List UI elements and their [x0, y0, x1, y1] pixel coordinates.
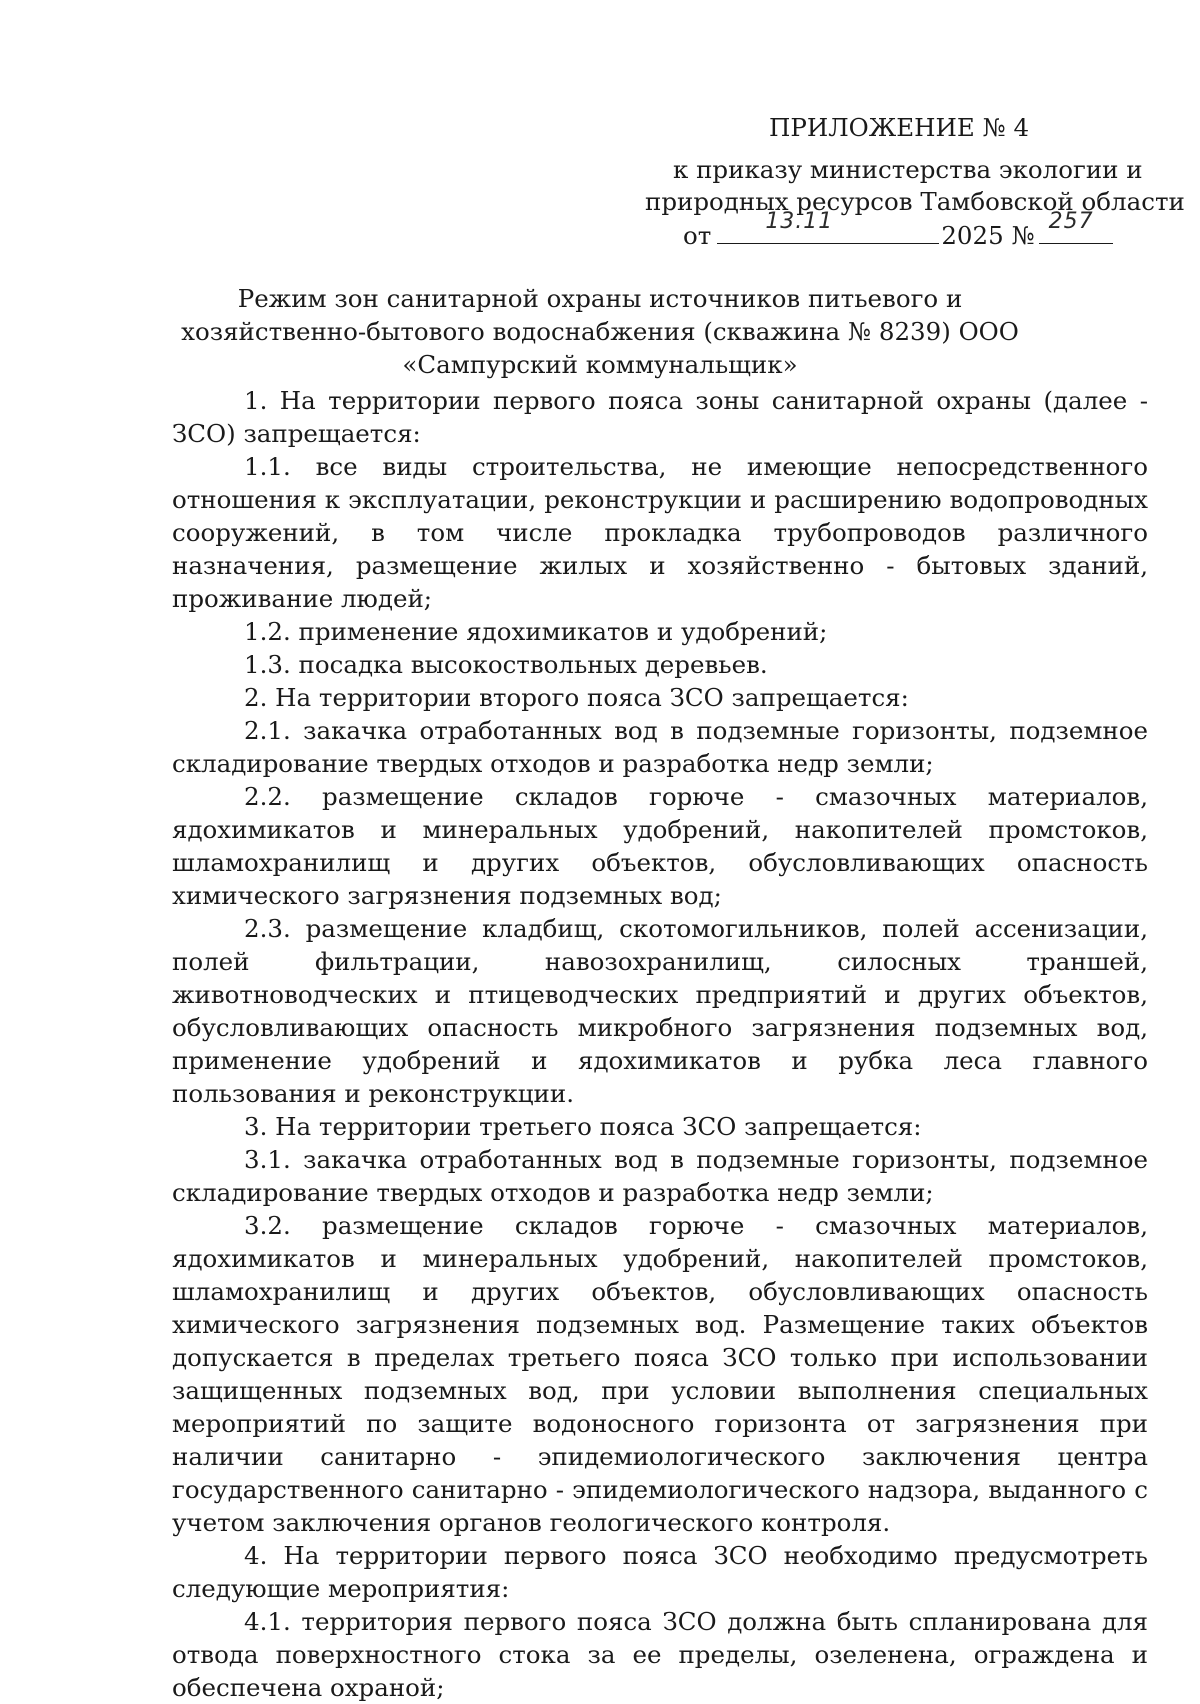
paragraph-4: 4. На территории первого пояса ЗСО необходимо предусмотреть следующие мероприятия:: [172, 1541, 1148, 1603]
paragraph-1-2: 1.2. применение ядохимикатов и удобрений;: [244, 617, 828, 646]
handwritten-number: 257: [1048, 209, 1094, 234]
paragraph-2-1: 2.1. закачка отработанных вод в подземные горизонты, подземное складирование твердых отходов и разработка недр земли;: [172, 716, 1148, 778]
document-title: Режим зон санитарной охраны источников питьевого и хозяйственно-бытового водоснабжения (скважина № 8239) ООО «Сампурский коммунальщик»: [181, 284, 1019, 379]
paragraph-2: 2. На территории второго пояса ЗСО запрещается:: [244, 683, 909, 712]
appendix-title: ПРИЛОЖЕНИЕ № 4: [769, 113, 1030, 142]
paragraph-2-2: 2.2. размещение складов горюче - смазочных материалов, ядохимикатов и минеральных удобрений, накопителей промстоков, шламохранилищ и других объектов, обусловливающих опасность химического загрязнения подземных вод;: [172, 782, 1148, 910]
paragraph-3: 3. На территории третьего пояса ЗСО запрещается:: [244, 1112, 922, 1141]
number-blank: [1039, 209, 1113, 244]
paragraph-1-3: 1.3. посадка высокоствольных деревьев.: [244, 650, 768, 679]
appendix-ministry-line: природных ресурсов Тамбовской области: [645, 187, 1185, 216]
paragraph-4-1: 4.1. территория первого пояса ЗСО должна быть спланирована для отвода поверхностного стока за ее пределы, озеленена, ограждена и обеспечена охраной;: [172, 1607, 1148, 1702]
appendix-date-number-line: [683, 209, 1113, 254]
paragraph-1: 1. На территории первого пояса зоны санитарной охраны (далее - ЗСО) запрещается:: [172, 386, 1148, 448]
handwritten-date: 13.11: [765, 209, 834, 234]
appendix-order-line: к приказу министерства экологии и: [673, 155, 1143, 184]
year-number-label: 2025 №: [941, 221, 1035, 250]
paragraph-3-2: 3.2. размещение складов горюче - смазочных материалов, ядохимикатов и минеральных удобрений, накопителей промстоков, шламохранилищ и других объектов, обусловливающих опасность химического загрязнения подземных вод. Размещение таких объектов допускается в пределах третьего пояса ЗСО только при использовании защищенных подземных вод, при условии выполнения специальных мероприятий по защите водоносного горизонта от загрязнения при наличии санитарно - эпидемиологического заключения центра государственного санитарно - эпидемиологического надзора, выданного с учетом заключения органов геологического контроля.: [172, 1211, 1148, 1537]
paragraph-2-3: 2.3. размещение кладбищ, скотомогильников, полей ассенизации, полей фильтрации, навозохранилищ, силосных траншей, животноводческих и птицеводческих предприятий и других объектов, обусловливающих опасность микробного загрязнения подземных вод, применение удобрений и ядохимикатов и рубка леса главного пользования и реконструкции.: [172, 914, 1148, 1108]
document-body: [172, 384, 1148, 1704]
paragraph-1-1: 1.1. все виды строительства, не имеющие непосредственного отношения к эксплуатации, реконструкции и расширению водопроводных сооружений, в том числе прокладка трубопроводов различного назначения, размещение жилых и хозяйственно - бытовых зданий, проживание людей;: [172, 452, 1148, 613]
date-blank: [717, 209, 939, 244]
date-prefix: от: [683, 221, 712, 250]
paragraph-3-1: 3.1. закачка отработанных вод в подземные горизонты, подземное складирование твердых отходов и разработка недр земли;: [172, 1145, 1148, 1207]
